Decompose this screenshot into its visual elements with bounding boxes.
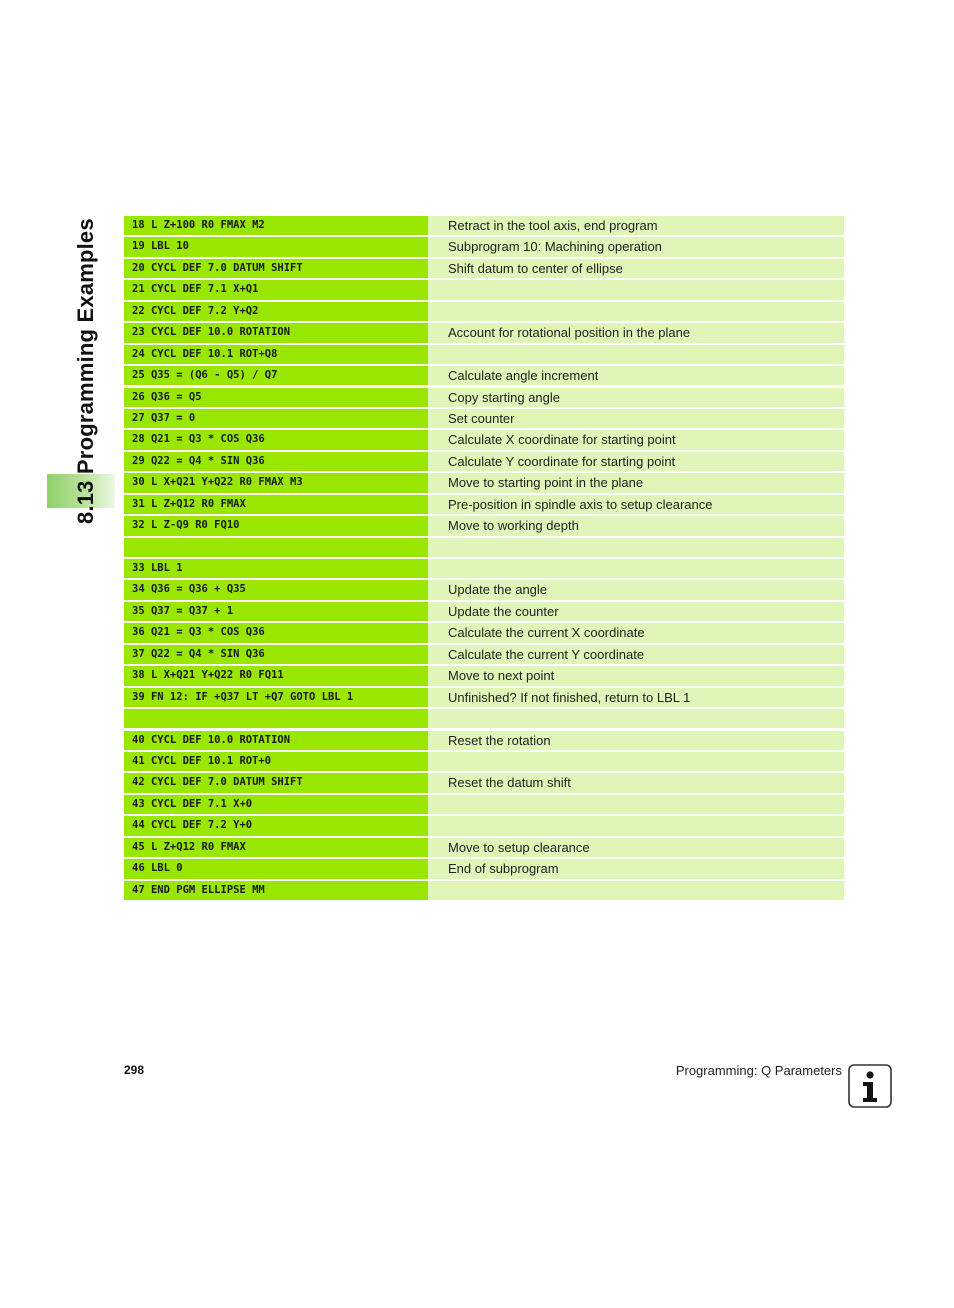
comment-cell: Update the angle: [428, 580, 844, 599]
nc-code-cell: 39 FN 12: IF +Q37 LT +Q7 GOTO LBL 1: [124, 688, 428, 707]
chapter-title: Programming: Q Parameters: [675, 1063, 842, 1078]
comment-cell: Calculate X coordinate for starting point: [428, 430, 844, 449]
nc-code-cell: 42 CYCL DEF 7.0 DATUM SHIFT: [124, 773, 428, 792]
program-row: [124, 752, 844, 771]
program-row: [124, 795, 844, 814]
info-icon: [848, 1064, 892, 1108]
program-row: [124, 280, 844, 299]
program-row: [124, 773, 844, 792]
nc-code-cell: 19 LBL 10: [124, 237, 428, 256]
comment-cell: Calculate the current Y coordinate: [428, 645, 844, 664]
program-table: [124, 216, 844, 902]
nc-code-cell: 45 L Z+Q12 R0 FMAX: [124, 838, 428, 857]
comment-cell: Account for rotational position in the plane: [428, 323, 844, 342]
nc-code-cell: [124, 538, 428, 557]
program-row: [124, 859, 844, 878]
comment-cell: [428, 538, 844, 557]
program-row: [124, 816, 844, 835]
program-row: [124, 645, 844, 664]
program-row: [124, 688, 844, 707]
section-title: 8.13 Programming Examples: [73, 218, 98, 524]
nc-code-cell: 31 L Z+Q12 R0 FMAX: [124, 495, 428, 514]
nc-code-cell: 21 CYCL DEF 7.1 X+Q1: [124, 280, 428, 299]
comment-cell: [428, 881, 844, 900]
comment-cell: [428, 280, 844, 299]
nc-code-cell: 40 CYCL DEF 10.0 ROTATION: [124, 731, 428, 750]
nc-code-cell: 33 LBL 1: [124, 559, 428, 578]
comment-cell: [428, 795, 844, 814]
comment-cell: Reset the datum shift: [428, 773, 844, 792]
program-row: [124, 259, 844, 278]
nc-code-cell: 29 Q22 = Q4 * SIN Q36: [124, 452, 428, 471]
program-row: [124, 323, 844, 342]
program-row: [124, 237, 844, 256]
comment-cell: Calculate Y coordinate for starting point: [428, 452, 844, 471]
nc-code-cell: 47 END PGM ELLIPSE MM: [124, 881, 428, 900]
nc-code-cell: 30 L X+Q21 Y+Q22 R0 FMAX M3: [124, 473, 428, 492]
program-row: [124, 881, 844, 900]
program-row: [124, 495, 844, 514]
comment-cell: [428, 345, 844, 364]
nc-code-cell: 28 Q21 = Q3 * COS Q36: [124, 430, 428, 449]
program-row: [124, 602, 844, 621]
nc-code-cell: 18 L Z+100 R0 FMAX M2: [124, 216, 428, 235]
program-row: [124, 666, 844, 685]
nc-code-cell: 41 CYCL DEF 10.1 ROT+0: [124, 752, 428, 771]
comment-cell: Calculate the current X coordinate: [428, 623, 844, 642]
comment-cell: [428, 752, 844, 771]
nc-code-cell: 43 CYCL DEF 7.1 X+0: [124, 795, 428, 814]
nc-code-cell: 20 CYCL DEF 7.0 DATUM SHIFT: [124, 259, 428, 278]
program-row: [124, 838, 844, 857]
comment-cell: Move to next point: [428, 666, 844, 685]
nc-code-cell: 27 Q37 = 0: [124, 409, 428, 428]
comment-cell: Unfinished? If not finished, return to LBL 1: [428, 688, 844, 707]
nc-code-cell: 46 LBL 0: [124, 859, 428, 878]
comment-cell: Copy starting angle: [428, 388, 844, 407]
program-row: [124, 430, 844, 449]
program-row: [124, 709, 844, 728]
nc-code-cell: 37 Q22 = Q4 * SIN Q36: [124, 645, 428, 664]
comment-cell: End of subprogram: [428, 859, 844, 878]
program-row: [124, 731, 844, 750]
program-row: [124, 452, 844, 471]
nc-code-cell: 23 CYCL DEF 10.0 ROTATION: [124, 323, 428, 342]
nc-code-cell: 44 CYCL DEF 7.2 Y+0: [124, 816, 428, 835]
comment-cell: Shift datum to center of ellipse: [428, 259, 844, 278]
comment-cell: Move to setup clearance: [428, 838, 844, 857]
comment-cell: [428, 559, 844, 578]
nc-code-cell: 25 Q35 = (Q6 - Q5) / Q7: [124, 366, 428, 385]
program-row: [124, 623, 844, 642]
program-row: [124, 388, 844, 407]
nc-code-cell: 36 Q21 = Q3 * COS Q36: [124, 623, 428, 642]
comment-cell: Retract in the tool axis, end program: [428, 216, 844, 235]
nc-code-cell: 38 L X+Q21 Y+Q22 R0 FQ11: [124, 666, 428, 685]
nc-code-cell: 32 L Z-Q9 R0 FQ10: [124, 516, 428, 535]
comment-cell: [428, 709, 844, 728]
comment-cell: [428, 302, 844, 321]
comment-cell: Move to starting point in the plane: [428, 473, 844, 492]
nc-code-cell: 26 Q36 = Q5: [124, 388, 428, 407]
nc-code-cell: 35 Q37 = Q37 + 1: [124, 602, 428, 621]
nc-code-cell: 22 CYCL DEF 7.2 Y+Q2: [124, 302, 428, 321]
program-row: [124, 580, 844, 599]
program-row: [124, 538, 844, 557]
program-row: [124, 516, 844, 535]
comment-cell: Reset the rotation: [428, 731, 844, 750]
program-row: [124, 409, 844, 428]
comment-cell: [428, 816, 844, 835]
program-row: [124, 559, 844, 578]
program-row: [124, 216, 844, 235]
nc-code-cell: 34 Q36 = Q36 + Q35: [124, 580, 428, 599]
program-row: [124, 473, 844, 492]
nc-code-cell: 24 CYCL DEF 10.1 ROT+Q8: [124, 345, 428, 364]
page-number: 298: [124, 1063, 145, 1077]
comment-cell: Move to working depth: [428, 516, 844, 535]
program-row: [124, 366, 844, 385]
comment-cell: Update the counter: [428, 602, 844, 621]
program-row: [124, 302, 844, 321]
comment-cell: Subprogram 10: Machining operation: [428, 237, 844, 256]
comment-cell: Calculate angle increment: [428, 366, 844, 385]
nc-code-cell: [124, 709, 428, 728]
comment-cell: Pre-position in spindle axis to setup clearance: [428, 495, 844, 514]
comment-cell: Set counter: [428, 409, 844, 428]
program-row: [124, 345, 844, 364]
